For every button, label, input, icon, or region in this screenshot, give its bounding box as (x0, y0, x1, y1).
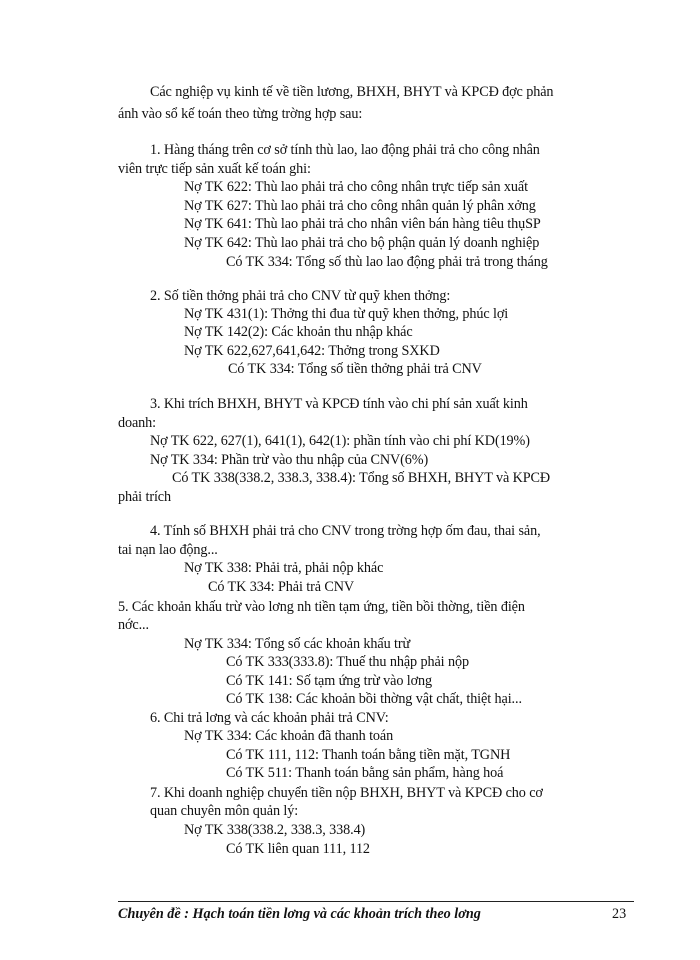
item-6-line-1: 6. Chi trả lơng và các khoản phải trả CNV: (150, 710, 389, 726)
item-6-debit-334: Nợ TK 334: Các khoản đã thanh toán (184, 728, 394, 744)
item-3-credit-338: Có TK 338(338.2, 338.3, 338.4): Tổng số BHXH, BHYT và KPCĐ (172, 470, 551, 486)
item-1-line-2: viên trực tiếp sản xuất kế toán ghi: (118, 161, 311, 177)
item-1-entry-622: Nợ TK 622: Thù lao phải trả cho công nhân trực tiếp sản xuất (184, 179, 528, 195)
item-2-credit-334: Có TK 334: Tổng số tiền thởng phải trả CNV (228, 361, 482, 377)
footer-title: Chuyên đề : Hạch toán tiền lơng và các khoản trích theo lơng (118, 906, 481, 922)
intro-line-2: ánh vào sổ kế toán theo từng trờng hợp sau: (118, 106, 363, 122)
item-7-line-2: quan chuyên môn quản lý: (150, 803, 299, 819)
item-1-line-1: 1. Hàng tháng trên cơ sở tính thù lao, lao động phải trả cho công nhân (150, 142, 540, 158)
item-3-credit-338-cont: phải trích (118, 489, 171, 505)
item-2-entry-431: Nợ TK 431(1): Thởng thi đua từ quỹ khen thởng, phúc lợi (184, 306, 509, 322)
item-2-line-1: 2. Số tiền thởng phải trả cho CNV từ quỹ khen thởng: (150, 288, 451, 304)
item-5-credit-138: Có TK 138: Các khoản bồi thờng vật chất, thiệt hại... (226, 691, 522, 707)
item-2-entry-142: Nợ TK 142(2): Các khoản thu nhập khác (184, 324, 413, 340)
item-1-entry-627: Nợ TK 627: Thù lao phải trả cho công nhân quản lý phân xởng (184, 198, 536, 214)
item-7-line-1: 7. Khi doanh nghiệp chuyển tiền nộp BHXH, BHYT và KPCĐ cho cơ (150, 785, 543, 801)
item-4-credit-334: Có TK 334: Phải trả CNV (208, 579, 355, 595)
item-6-credit-511: Có TK 511: Thanh toán bằng sản phẩm, hàng hoá (226, 765, 504, 781)
item-6-credit-111-112: Có TK 111, 112: Thanh toán bằng tiền mặt, TGNH (226, 747, 511, 763)
item-1-credit-334: Có TK 334: Tổng số thù lao lao động phải trả trong tháng (226, 254, 548, 270)
item-1-entry-642: Nợ TK 642: Thù lao phải trả cho bộ phận quản lý doanh nghiệp (184, 235, 540, 251)
item-2-entry-622-642: Nợ TK 622,627,641,642: Thởng trong SXKD (184, 343, 440, 359)
item-3-line-2: doanh: (118, 415, 157, 431)
item-3-line-1: 3. Khi trích BHXH, BHYT và KPCĐ tính vào chi phí sản xuất kinh (150, 396, 528, 412)
item-4-line-1: 4. Tính số BHXH phải trả cho CNV trong trờng hợp ốm đau, thai sản, (150, 523, 541, 539)
item-4-debit-338: Nợ TK 338: Phải trả, phải nộp khác (184, 560, 384, 576)
item-5-debit-334: Nợ TK 334: Tổng số các khoản khấu trừ (184, 636, 411, 652)
item-5-line-1: 5. Các khoản khấu trừ vào lơng nh tiền tạm ứng, tiền bồi thờng, tiền điện (118, 599, 525, 615)
item-7-credit-related: Có TK liên quan 111, 112 (226, 841, 370, 857)
intro-line-1: Các nghiệp vụ kinh tế về tiền lương, BHXH, BHYT và KPCĐ đợc phản (150, 84, 554, 100)
item-4-line-2: tai nạn lao động... (118, 542, 218, 558)
item-5-credit-141: Có TK 141: Số tạm ứng trừ vào lơng (226, 673, 433, 689)
footer-divider (118, 901, 634, 902)
page-number: 23 (612, 906, 627, 922)
item-3-debit-334: Nợ TK 334: Phần trừ vào thu nhập của CNV(6%) (150, 452, 429, 468)
item-1-entry-641: Nợ TK 641: Thù lao phải trả cho nhân viên bán hàng tiêu thụSP (184, 216, 541, 232)
item-5-line-2: nớc... (118, 617, 149, 633)
item-5-credit-333: Có TK 333(333.8): Thuế thu nhập phải nộp (226, 654, 469, 670)
item-7-debit-338: Nợ TK 338(338.2, 338.3, 338.4) (184, 822, 366, 838)
item-3-debit-costs: Nợ TK 622, 627(1), 641(1), 642(1): phần tính vào chi phí KD(19%) (150, 433, 530, 449)
